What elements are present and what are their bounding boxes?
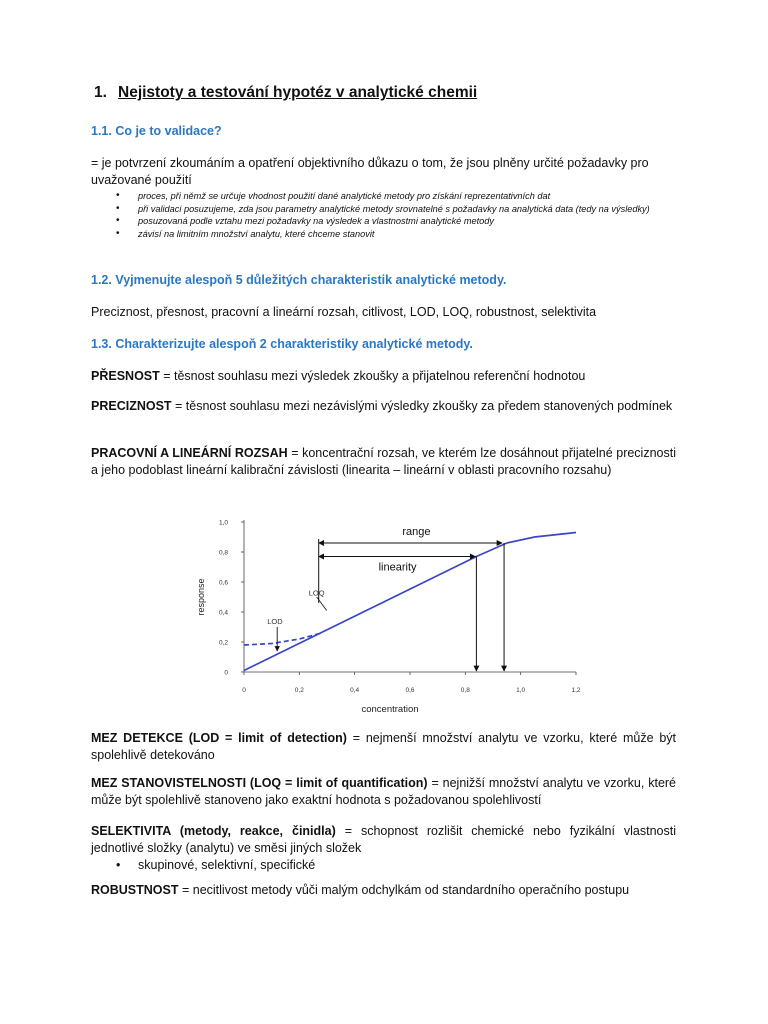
series-calibration-line bbox=[244, 533, 576, 671]
calibration-chart bbox=[190, 508, 590, 720]
range-label: range bbox=[402, 526, 431, 538]
y-axis-title: response bbox=[196, 578, 206, 616]
definition-rozsah: = koncentrační rozsah, ve kterém lze dosáhnout přijatelné preciznosti a jeho podoblast lineární kalibrační závislosti (linearita – lineární v oblasti pracovního rozsahu) bbox=[91, 446, 676, 477]
heading-number: 1. bbox=[94, 84, 107, 101]
y-tick-label: 0,2 bbox=[218, 639, 228, 647]
x-tick-label: 0,8 bbox=[460, 687, 470, 694]
definition-lod: = nejmenší množství analytu ve vzorku, které může být spolehlivě detekováno bbox=[91, 731, 676, 762]
chart-annotations bbox=[267, 526, 504, 671]
validation-bullet-list bbox=[116, 190, 686, 241]
term-loq: MEZ STANOVISTELNOSTI (LOQ = limit of quantification) bbox=[91, 776, 428, 790]
list-item: • posuzovaná podle vztahu mezi požadavky na výsledek a vlastnostmi analytické metody bbox=[116, 215, 686, 228]
characteristics-list-text: Preciznost, přesnost, pracovní a lineární rozsah, citlivost, LOD, LOQ, robustnost, selektivita bbox=[91, 305, 597, 319]
term-preciznost: PRECIZNOST bbox=[91, 399, 172, 413]
lod-label: LOD bbox=[267, 617, 283, 626]
loq-paragraph bbox=[91, 775, 676, 809]
x-tick-label: 1,2 bbox=[571, 687, 581, 694]
loq-pointer bbox=[317, 597, 327, 611]
definition-selektivita: = schopnost rozlišit chemické nebo fyzikální vlastnosti jednotlivé složky (analytu) ve směsi jiných složek bbox=[91, 824, 677, 855]
x-axis-title: concentration bbox=[361, 704, 419, 715]
list-item: • závisí na limitním množství analytu, které chceme stanovit bbox=[116, 228, 686, 241]
preciznost-paragraph bbox=[91, 398, 676, 415]
list-item: • při validaci posuzujeme, zda jsou parametry analytické metody srovnatelné s požadavky na analytická data (tedy na výsledky) bbox=[116, 203, 686, 216]
y-tick-label: 1,0 bbox=[218, 519, 228, 527]
section-1-3-title: 1.3. Charakterizujte alespoň 2 charakteristiky analytické metody. bbox=[91, 337, 473, 351]
chart-series bbox=[244, 533, 576, 671]
section-1-2-title: 1.2. Vyjmenujte alespoň 5 důležitých charakteristik analytické metody. bbox=[91, 273, 507, 287]
main-heading bbox=[94, 84, 477, 102]
x-tick-label: 0 bbox=[242, 687, 246, 694]
list-item: • proces, při němž se určuje vhodnost použití dané analytické metody pro získání reprezentativních dat bbox=[116, 190, 686, 203]
term-rozsah: PRACOVNÍ A LINEÁRNÍ ROZSAH bbox=[91, 446, 288, 460]
robustnost-paragraph bbox=[91, 882, 676, 899]
lod-paragraph bbox=[91, 730, 676, 764]
y-tick-label: 0,4 bbox=[218, 609, 228, 617]
loq-label: LOQ bbox=[308, 588, 325, 598]
definition-preciznost: = těsnost souhlasu mezi nezávislými výsledky zkoušky za předem stanovených podmínek bbox=[171, 399, 673, 413]
x-tick-label: 1,0 bbox=[516, 687, 526, 694]
definition-presnost: = těsnost souhlasu mezi výsledek zkoušky a přijatelnou referenční hodnotou bbox=[159, 369, 586, 383]
term-lod: MEZ DETEKCE (LOD = limit of detection) bbox=[91, 731, 347, 745]
x-tick-label: 0,2 bbox=[294, 687, 304, 694]
chart-ticks bbox=[196, 520, 581, 716]
term-selektivita: SELEKTIVITA (metody, reakce, činidla) bbox=[91, 824, 336, 838]
linearity-label: linearity bbox=[378, 561, 417, 574]
y-tick-label: 0,8 bbox=[218, 549, 228, 557]
presnost-paragraph bbox=[91, 368, 676, 385]
definition-robustnost: = necitlivost metody vůči malým odchylkám od standardního operačního postupu bbox=[178, 883, 630, 897]
definition-loq: = nejnižší množství analytu ve vzorku, které může být spolehlivě stanoveno jako exaktní hodnota s požadovanou spolehlivostí bbox=[91, 776, 677, 807]
heading-text: Nejistoty a testování hypotéz v analytické chemii bbox=[118, 84, 478, 101]
x-tick-label: 0,4 bbox=[350, 687, 360, 694]
selektivita-bullet-list bbox=[116, 857, 315, 874]
section-1-1-title: 1.1. Co je to validace? bbox=[91, 124, 222, 138]
validation-definition: = je potvrzení zkoumáním a opatření objektivního důkazu o tom, že jsou plněny určité požadavky pro uvažované použití bbox=[91, 156, 649, 187]
y-tick-label: 0,6 bbox=[218, 579, 228, 587]
rozsah-paragraph bbox=[91, 445, 676, 479]
y-tick-label: 0 bbox=[224, 669, 228, 677]
list-item: • skupinové, selektivní, specifické bbox=[116, 857, 315, 874]
x-tick-label: 0,6 bbox=[405, 687, 415, 694]
term-presnost: PŘESNOST bbox=[91, 369, 160, 383]
selektivita-paragraph bbox=[91, 823, 676, 857]
term-robustnost: ROBUSTNOST bbox=[91, 883, 179, 897]
